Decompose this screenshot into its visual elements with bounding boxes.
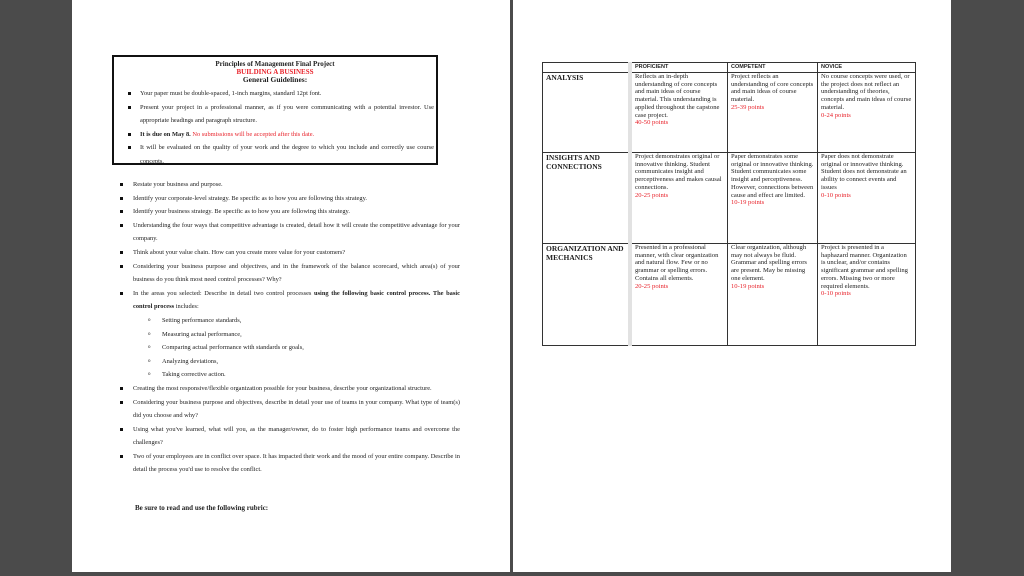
task-item: Considering your business purpose and objectives, describe in detail your use of teams in your company. What type of team(s) did you choose and why? (118, 396, 460, 423)
task-control-process: In the areas you selected: Describe in detail two control processes using the following basic control process. The basic control process includes: (118, 287, 460, 314)
document-page-2 (513, 0, 951, 572)
guideline-item: It will be evaluated on the quality of your work and the degree to which you include and correctly use course concepts. (126, 141, 434, 168)
points: 0-10 points (821, 191, 851, 199)
rubric-row (543, 73, 916, 153)
guidelines-box (112, 55, 438, 165)
points: 20-25 points (635, 191, 669, 199)
rubric-cell: Reflects an in-depth understanding of core concepts and main ideas of course material. This understanding is applied throughout the capstone case project. 40-50 points (630, 73, 728, 153)
points: 25-39 points (731, 103, 765, 111)
task-item: Understanding the four ways that competitive advantage is created, detail how it will create the competitive advantage for your company. (118, 219, 460, 246)
rubric-criterion: ORGANIZATION AND MECHANICS (543, 244, 631, 346)
task-item: Two of your employees are in conflict over space. It has impacted their work and the mood of your entire company. Describe in detail the process you'd use to resolve the conflict. (118, 450, 460, 477)
control-step: o Setting performance standards, (118, 314, 460, 328)
rubric-criterion: INSIGHTS AND CONNECTIONS (543, 153, 631, 244)
guideline-item: Present your project in a professional manner, as if you were communicating with a potential investor. Use appropriate headings and paragraph structure. (126, 101, 434, 128)
points: 10-19 points (731, 282, 765, 290)
control-step: o Measuring actual performance, (118, 328, 460, 342)
guidelines-heading: General Guidelines: (242, 75, 308, 84)
control-step: o Analyzing deviations, (118, 355, 460, 369)
points: 0-24 points (821, 111, 851, 119)
project-title: Principles of Management Final Project (215, 60, 335, 68)
project-subtitle: BUILDING A BUSINESS (236, 68, 314, 76)
control-step: o Comparing actual performance with standards or goals, (118, 341, 460, 355)
task-item: Considering your business purpose and objectives, and in the framework of the balance scorecard, which area(s) of your business do you think most need control processes? Why? (118, 260, 460, 287)
points: 20-25 points (635, 282, 669, 290)
task-item: Creating the most responsive/flexible organization possible for your business, describe your organizational structure. (118, 382, 460, 396)
rubric-cell: No course concepts were used, or the project does not reflect an understanding of theories, concepts and main ideas of course material. 0-24 points (818, 73, 916, 153)
rubric-header: PROFICIENT (630, 63, 728, 73)
due-warning: No submissions will be accepted after this date. (192, 130, 315, 138)
rubric-row (543, 153, 916, 244)
guideline-item: Your paper must be double-spaced, 1-inch margins, standard 12pt font. (126, 87, 434, 101)
rubric-header: COMPETENT (728, 63, 818, 73)
task-item: Restate your business and purpose. (118, 178, 460, 192)
guidelines-list (126, 87, 434, 169)
task-list (118, 178, 460, 477)
rubric-cell: Presented in a professional manner, with clear organization and natural flow. Few or no grammar or spelling errors. Contains all elements. 20-25 points (630, 244, 728, 346)
rubric-cell: Paper does not demonstrate original or innovative thinking. Student does not demonstrate an ability to connect events and issues 0-10 points (818, 153, 916, 244)
rubric-note: Be sure to read and use the following rubric: (135, 504, 269, 512)
rubric-cell: Project demonstrates original or innovative thinking. Student communicates insight and perceptiveness and makes causal connections. 20-25 points (630, 153, 728, 244)
control-step: o Taking corrective action. (118, 368, 460, 382)
rubric-cell: Clear organization, although may not always be fluid. Grammar and spelling errors are present. May be missing one element. 10-19 points (728, 244, 818, 346)
guideline-due (126, 128, 434, 142)
points: 0-10 points (821, 290, 851, 298)
rubric-cell: Project reflects an understanding of core concepts and main ideas of course material. 25-39 points (728, 73, 818, 153)
task-item: Think about your value chain. How can you create more value for your customers? (118, 246, 460, 260)
points: 40-50 points (635, 119, 669, 127)
rubric-cell: Project is presented in a haphazard manner. Organization is unclear, and/or contains significant grammar and spelling errors. Missing two or more required elements. 0-10 points (818, 244, 916, 346)
points: 10-19 points (731, 199, 765, 207)
rubric-table (542, 62, 916, 346)
task-item: Identify your business strategy. Be specific as to how you are following this strategy. (118, 205, 460, 219)
task-item: Identify your corporate-level strategy. Be specific as to how you are following this strategy. (118, 192, 460, 206)
rubric-header (543, 63, 631, 73)
document-page-1 (72, 0, 510, 572)
rubric-cell: Paper demonstrates some original or innovative thinking. Student communicates some insight and perceptiveness. However, connections between cause and effect are limited. 10-19 points (728, 153, 818, 244)
rubric-header: NOVICE (818, 63, 916, 73)
rubric-header-row (543, 63, 916, 73)
due-date: It is due on May 8. (140, 130, 191, 138)
task-item: Using what you've learned, what will you, as the manager/owner, do to foster high performance teams and overcome the challenges? (118, 423, 460, 450)
rubric-row (543, 244, 916, 346)
rubric-criterion: ANALYSIS (543, 73, 631, 153)
